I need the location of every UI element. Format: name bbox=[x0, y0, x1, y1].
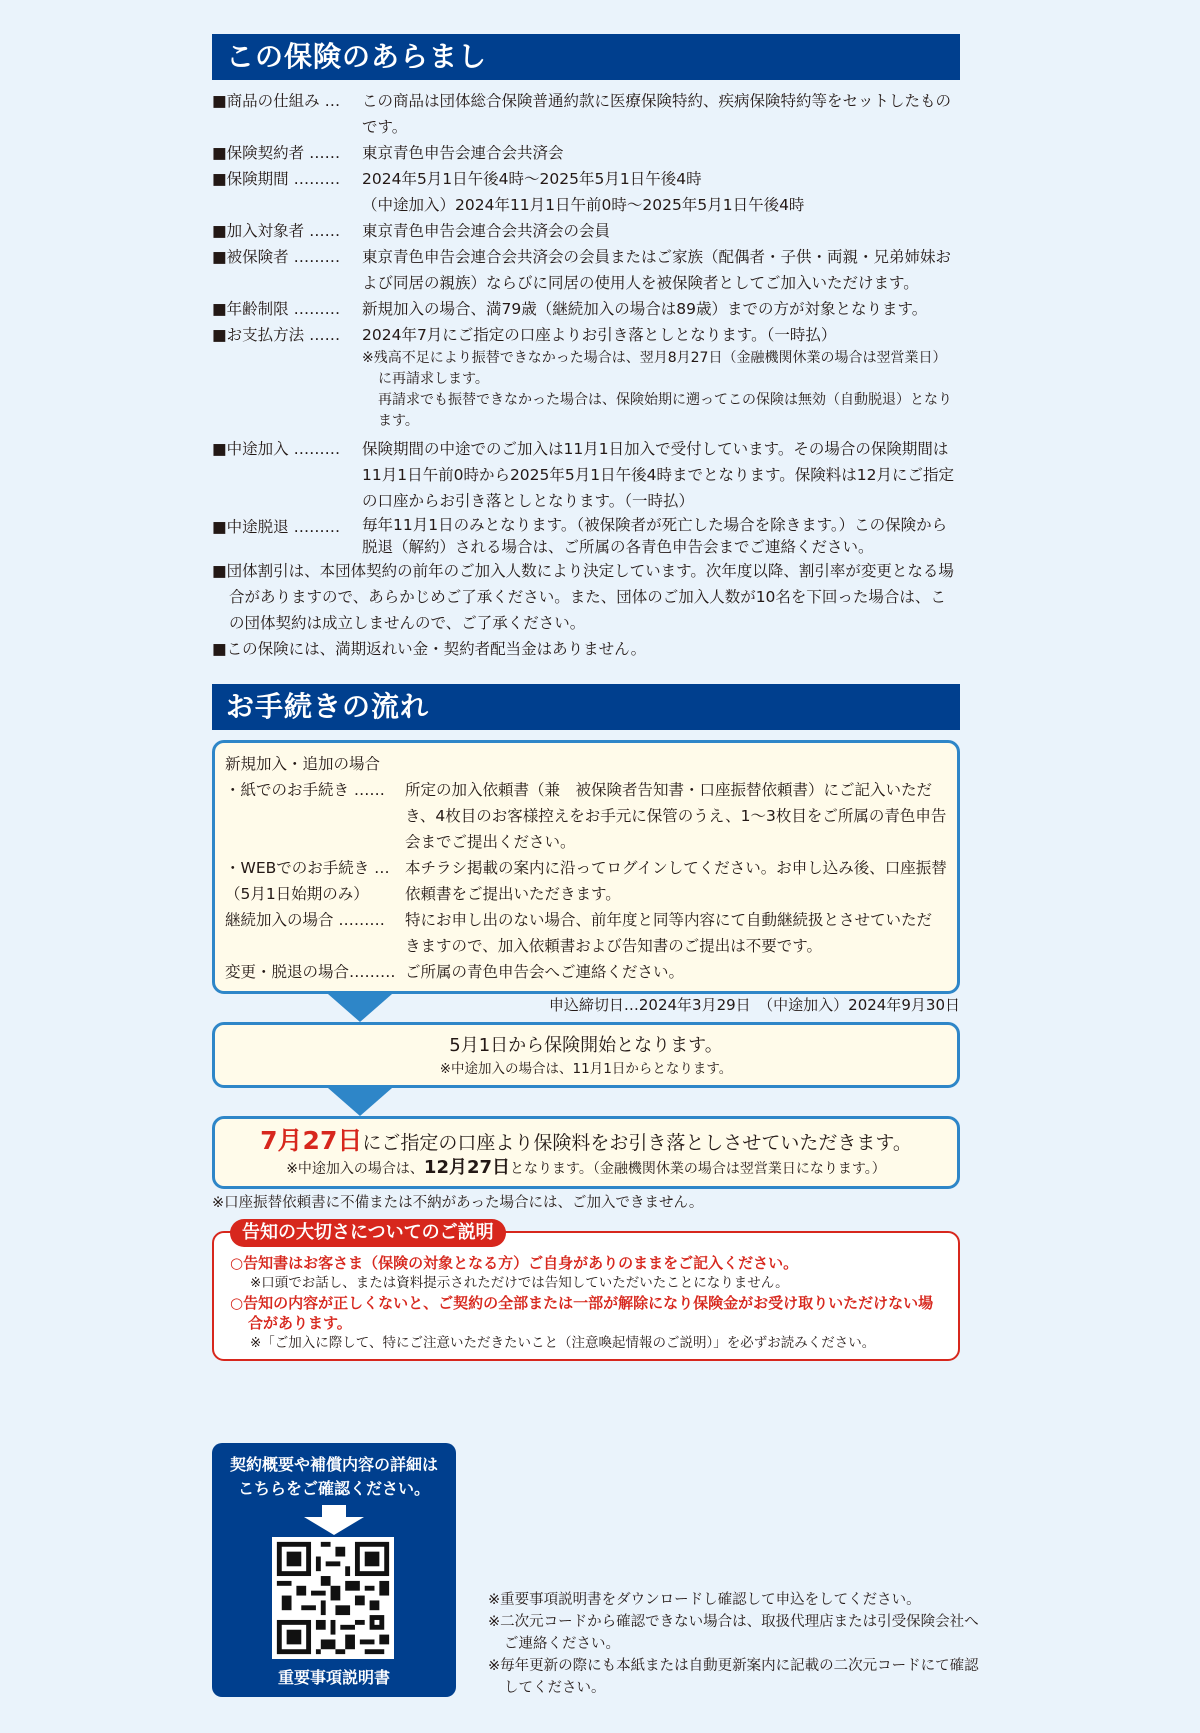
row-label: ■中途加入 ……… bbox=[212, 440, 341, 458]
bottom-note: ※毎年更新の際にも本紙または自動更新案内に記載の二次元コードにて確認してください。 bbox=[488, 1658, 979, 1696]
payment-box bbox=[212, 1116, 960, 1189]
down-arrow-icon bbox=[304, 1505, 364, 1535]
procedure-label bbox=[225, 855, 405, 907]
row-text: 東京青色申告会連合会共済会の会員 bbox=[362, 222, 611, 240]
payment-date: 7月27日 bbox=[260, 1126, 363, 1155]
account-footnote: ※口座振替依頼書に不備または不納があった場合には、ご加入できません。 bbox=[212, 1195, 704, 1211]
flow-arrow-row bbox=[212, 1088, 960, 1116]
row-label: ■保険期間 ……… bbox=[212, 170, 341, 188]
row-text: この商品は団体総合保険普通約款に医療保険特約、疾病保険特約等をセットしたものです。 bbox=[362, 92, 952, 136]
down-arrow-icon bbox=[328, 1088, 392, 1116]
payment-note-pre: ※中途加入の場合は、 bbox=[286, 1161, 424, 1177]
procedure-text: 本チラシ掲載の案内に沿ってログインしてください。お申し込み後、口座振替依頼書をご提出いただきます。 bbox=[405, 859, 947, 903]
payment-text-body: にご指定の口座より保険料をお引き落としさせていただきます。 bbox=[362, 1132, 912, 1154]
qr-panel bbox=[212, 1443, 456, 1697]
overview-row bbox=[212, 436, 960, 514]
qr-caption-line: 契約概要や補償内容の詳細は bbox=[229, 1455, 438, 1474]
payment-note: 再請求でも振替できなかった場合は、保険始期に遡ってこの保険は無効（自動脱退）となります。 bbox=[378, 392, 952, 429]
row-text: 東京青色申告会連合会共済会 bbox=[362, 144, 564, 162]
qr-caption-line: こちらをご確認ください。 bbox=[237, 1479, 430, 1498]
coverage-start-box bbox=[212, 1022, 960, 1088]
procedure-text: 所定の加入依頼書（兼 被保険者告知書・口座振替依頼書）にご記入いただき、4枚目のお客様控えをお手元に保管のうえ、1〜3枚目をご所属の青色申告会までご提出ください。 bbox=[405, 781, 947, 851]
row-text: 東京青色申告会連合会共済会の会員またはご家族（配偶者・子供・両親・兄弟姉妹および同居の親族）ならびに同居の使用人を被保険者としてご加入いただけます。 bbox=[362, 248, 952, 292]
row-label bbox=[212, 192, 362, 218]
payment-text bbox=[215, 1127, 957, 1157]
notice-title: 告知の大切さについてのご説明 bbox=[230, 1219, 506, 1247]
bottom-note: ※二次元コードから確認できない場合は、取扱代理店または引受保険会社へご連絡ください。 bbox=[488, 1614, 979, 1652]
row-label: ■商品の仕組み … bbox=[212, 92, 341, 110]
overview-section bbox=[212, 88, 960, 662]
bottom-section bbox=[212, 1443, 979, 1703]
procedure-row bbox=[225, 959, 947, 985]
overview-row bbox=[212, 514, 960, 558]
bottom-notes bbox=[488, 1589, 988, 1699]
row-text: 2024年5月1日午後4時〜2025年5月1日午後4時 bbox=[362, 170, 702, 188]
payment-notes bbox=[212, 348, 960, 432]
discount-note: ■団体割引は、本団体契約の前年のご加入人数により決定しています。次年度以降、割引率が変更となる場合がありますので、あらかじめご了承ください。また、団体のご加入人数が10名を下回った場合は、この団体契約は成立しませんので、ご了承ください。 bbox=[212, 562, 954, 632]
procedure-label-line: （5月1日始期のみ） bbox=[225, 885, 369, 903]
coverage-start-note: ※中途加入の場合は、11月1日からとなります。 bbox=[439, 1061, 733, 1077]
box-heading: 新規加入・追加の場合 bbox=[225, 755, 381, 773]
row-label: ■加入対象者 …… bbox=[212, 222, 341, 240]
notice-subnote: ※「ご加入に際して、特にご注意いただきたいこと（注意喚起情報のご説明）」を必ずお読みください。 bbox=[250, 1335, 876, 1351]
overview-row bbox=[212, 296, 960, 322]
notice-subnote: ※口頭でお話し、または資料提示されただけでは告知していただいたことになりません。 bbox=[250, 1275, 789, 1291]
overview-row bbox=[212, 218, 960, 244]
flow-arrow-row bbox=[212, 994, 960, 1022]
row-text: 毎年11月1日のみとなります。（被保険者が死亡した場合を除きます。）この保険から脱退（解約）される場合は、ご所属の各青色申告会までご連絡ください。 bbox=[362, 516, 948, 556]
row-text: 保険期間の中途でのご加入は11月1日加入で受付しています。その場合の保険期間は11月1日午前0時から2025年5月1日午後4時までとなります。保険料は12月にご指定の口座からお引き落としとなります。（一時払） bbox=[362, 440, 954, 510]
qr-code-icon[interactable] bbox=[272, 1537, 394, 1659]
refund-note: ■この保険には、満期返れい金・契約者配当金はありません。 bbox=[212, 640, 647, 658]
overview-row bbox=[212, 192, 960, 218]
procedure-label: 継続加入の場合 ……… bbox=[225, 911, 385, 929]
procedure-row bbox=[225, 907, 947, 959]
payment-note bbox=[215, 1157, 957, 1180]
flow-heading: お手続きの流れ bbox=[212, 684, 960, 730]
row-label-spacer bbox=[212, 348, 362, 432]
procedure-label-line: ・WEBでのお手続き … bbox=[225, 859, 390, 877]
row-label: ■お支払方法 …… bbox=[212, 326, 341, 344]
procedure-row bbox=[225, 777, 947, 855]
qr-label: 重要事項説明書 bbox=[277, 1668, 390, 1687]
procedure-row bbox=[225, 855, 947, 907]
procedure-label: ・紙でのお手続き …… bbox=[225, 781, 385, 799]
row-label: ■中途脱退 ……… bbox=[212, 518, 341, 536]
deadline-text: 申込締切日…2024年3月29日 （中途加入）2024年9月30日 bbox=[548, 996, 960, 1014]
notice-item: ○告知の内容が正しくないと、ご契約の全部または一部が解除になり保険金がお受け取りいただけない場合があります。 bbox=[230, 1294, 934, 1332]
row-label: ■保険契約者 …… bbox=[212, 144, 341, 162]
notice-item: ○告知書はお客さま（保険の対象となる方）ご自身がありのままをご記入ください。 bbox=[230, 1254, 799, 1272]
row-text bbox=[362, 348, 960, 432]
row-text: （中途加入）2024年11月1日午前0時〜2025年5月1日午後4時 bbox=[362, 196, 805, 214]
bottom-note: ※重要事項説明書をダウンロードし確認して申込をしてください。 bbox=[488, 1592, 921, 1608]
overview-row bbox=[212, 140, 960, 166]
overview-heading: この保険のあらまし bbox=[212, 34, 960, 80]
row-label: ■年齢制限 ……… bbox=[212, 300, 341, 318]
page bbox=[212, 34, 960, 1361]
payment-note-date: 12月27日 bbox=[423, 1157, 511, 1178]
procedure-label: 変更・脱退の場合……… bbox=[225, 963, 396, 981]
overview-row bbox=[212, 166, 960, 192]
payment-note-post: となります。（金融機関休業の場合は翌営業日になります。） bbox=[510, 1161, 886, 1177]
procedure-text: 特にお申し出のない場合、前年度と同等内容にて自動継続扱とさせていただきますので、加入依頼書および告知書のご提出は不要です。 bbox=[405, 911, 933, 955]
payment-note: ※残高不足により振替できなかった場合は、翌月8月27日（金融機関休業の場合は翌営業日）に再請求します。 bbox=[362, 350, 947, 387]
row-label: ■被保険者 ……… bbox=[212, 248, 341, 266]
qr-caption bbox=[212, 1453, 456, 1501]
row-text: 2024年7月にご指定の口座よりお引き落としとなります。（一時払） bbox=[362, 326, 837, 344]
overview-row bbox=[212, 322, 960, 348]
down-arrow-icon bbox=[328, 994, 392, 1022]
overview-row bbox=[212, 244, 960, 296]
row-text: 新規加入の場合、満79歳（継続加入の場合は89歳）までの方が対象となります。 bbox=[362, 300, 928, 318]
application-box bbox=[212, 740, 960, 994]
procedure-text: ご所属の青色申告会へご連絡ください。 bbox=[405, 963, 685, 981]
overview-row bbox=[212, 88, 960, 140]
coverage-start-text: 5月1日から保険開始となります。 bbox=[449, 1035, 723, 1056]
disclosure-notice bbox=[212, 1222, 960, 1361]
flow-section bbox=[212, 684, 960, 1215]
